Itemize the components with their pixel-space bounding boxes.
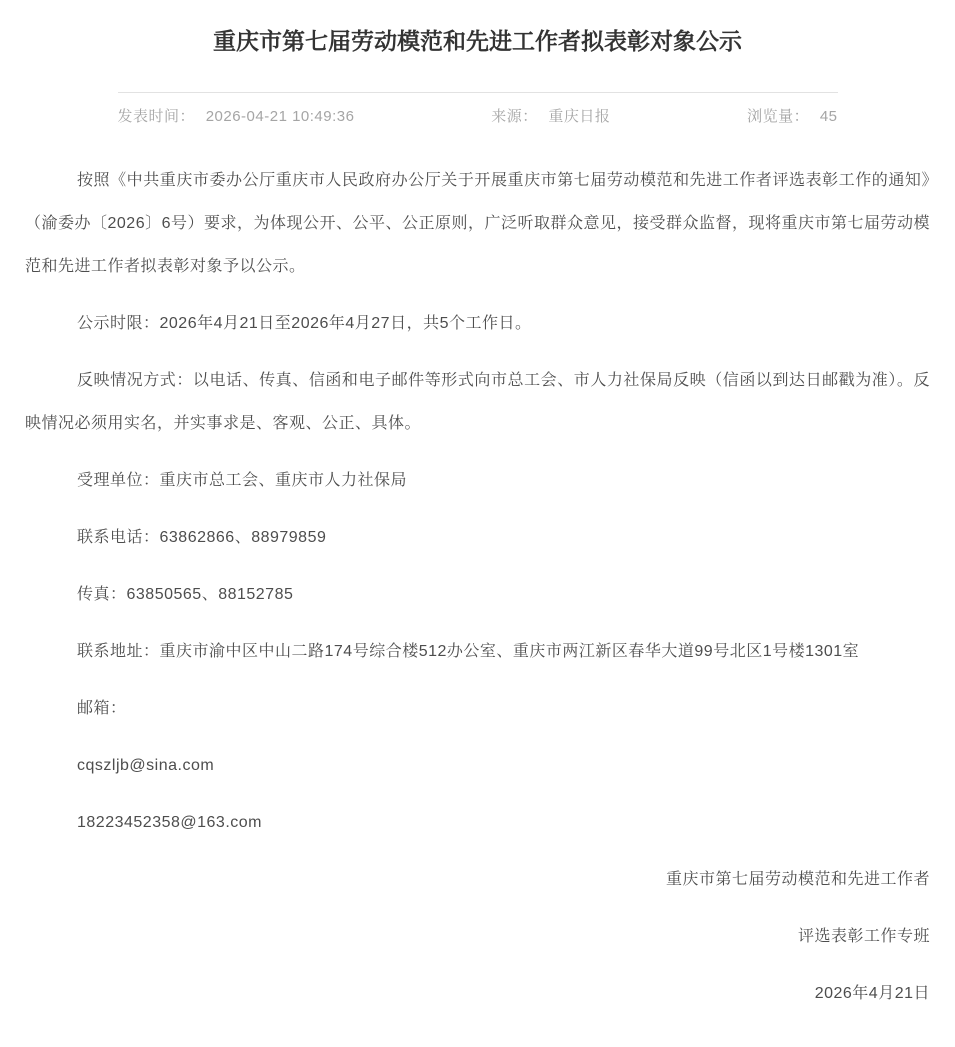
paragraph-email-label: 邮箱： [77, 700, 127, 718]
paragraph-email-163: 18223452358@163.com [77, 814, 262, 832]
source-value: 重庆日报 [548, 108, 611, 126]
paragraph-accepting-units: 受理单位：重庆市总工会、重庆市人力社保局 [77, 472, 408, 490]
paragraph-publicity-period: 公示时限：2026年4月21日至2026年4月27日，共5个工作日。 [77, 315, 532, 333]
page-title: 重庆市第七届劳动模范和先进工作者拟表彰对象公示 [213, 28, 742, 54]
paragraph-contact-phone: 联系电话：63862866、88979859 [77, 529, 327, 547]
signature-org-line2: 评选表彰工作专班 [797, 928, 930, 946]
paragraph-email-sina: cqszljb@sina.com [77, 757, 215, 775]
signature-date: 2026年4月21日 [814, 985, 930, 1003]
publish-time-value: 2026-04-21 10:49:36 [205, 108, 355, 126]
paragraph-feedback-method: 反映情况方式：以电话、传真、信函和电子邮件等形式向市总工会、市人力社保局反映（信函以到达日邮戳为准）。反映情况必须用实名，并实事求是、客观、公正、具体。 [25, 372, 930, 433]
source-label: 来源： [491, 108, 538, 126]
publish-time-label: 发表时间： [117, 108, 196, 126]
publish-time [118, 105, 355, 126]
paragraph-fax: 传真：63850565、88152785 [77, 586, 294, 604]
paragraph-intro: 按照《中共重庆市委办公厅重庆市人民政府办公厅关于开展重庆市第七届劳动模范和先进工作者评选表彰工作的通知》（渝委办〔2026〕6号）要求，为体现公开、公平、公正原则，广泛听取群众意见，接受群众监督，现将重庆市第七届劳动模范和先进工作者拟表彰对象予以公示。 [25, 172, 930, 276]
signature-org-line1: 重庆市第七届劳动模范和先进工作者 [665, 871, 930, 889]
paragraph-contact-address: 联系地址：重庆市渝中区中山二路174号综合楼512办公室、重庆市两江新区春华大道99号北区1号楼1301室 [77, 643, 860, 661]
meta-bar [118, 92, 838, 126]
view-count [747, 105, 837, 126]
source [491, 105, 610, 126]
view-count-label: 浏览量： [747, 108, 810, 126]
view-count-value: 45 [819, 108, 838, 126]
article-body [25, 159, 930, 1015]
